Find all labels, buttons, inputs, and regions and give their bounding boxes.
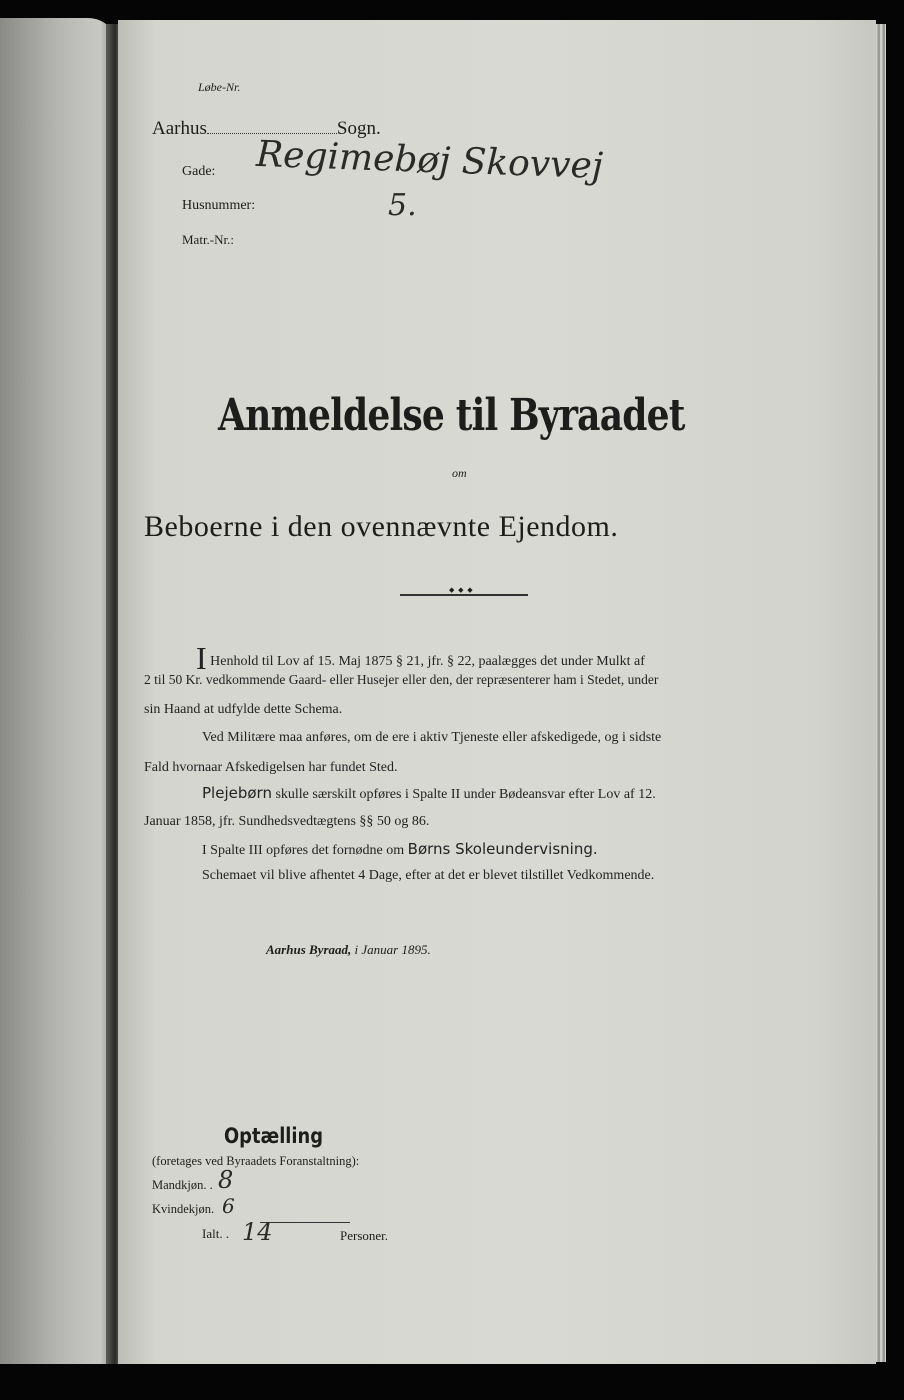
- kvindekjon-row: Kvindekjøn.: [152, 1202, 215, 1216]
- document-page: [118, 20, 876, 1364]
- paragraph-3-line-1: [202, 784, 656, 803]
- p1-line1-text: Henhold til Lov af 15. Maj 1875 § 21, jfr. § 22, paalægges det under Mulkt af: [210, 654, 645, 669]
- sum-rule: [260, 1222, 350, 1223]
- paragraph-1-line-2: 2 til 50 Kr. vedkommende Gaard- eller Husejer eller den, der repræsenterer ham i Stedet, under: [144, 672, 659, 687]
- mandkjon-value: 8: [218, 1166, 234, 1194]
- issuer: Aarhus Byraad,: [266, 942, 352, 957]
- ornament-divider: [400, 594, 528, 596]
- paragraph-2-line-2: Fald hvornaar Afskedigelsen har fundet Sted.: [144, 760, 398, 775]
- gade-value: Regimebøj Skovvej: [255, 133, 604, 188]
- document-subtitle: Beboerne i den ovennævnte Ejendom.: [144, 510, 619, 543]
- ialt-row: Ialt. .: [202, 1226, 230, 1241]
- husnummer-value: 5.: [388, 188, 417, 223]
- lobe-nr-label: Løbe-Nr.: [198, 80, 241, 94]
- kvindekjon-value: 6: [222, 1194, 235, 1218]
- ialt-label: Ialt: [202, 1226, 220, 1241]
- sogn-label: Sogn.: [336, 118, 381, 139]
- husnummer-label: Husnummer:: [182, 198, 256, 213]
- skoleundervisning-emphasis: Børns Skoleundervisning.: [407, 840, 598, 858]
- paragraph-2-line-1: Ved Militære maa anføres, om de ere i aktiv Tjeneste eller afskedigede, og i sidste: [202, 730, 662, 745]
- personer-label: Personer.: [340, 1228, 389, 1243]
- p3-line1-text: skulle særskilt opføres i Spalte II under Bødeansvar efter Lov af 12.: [275, 787, 656, 802]
- signature-line: [266, 942, 431, 958]
- ialt-value: 14: [242, 1218, 273, 1246]
- count-note: (foretages ved Byraadets Foranstaltning):: [152, 1154, 360, 1168]
- paragraph-3-line-2: Januar 1858, jfr. Sundhedsvedtægtens §§ 50 og 86.: [144, 814, 430, 829]
- city-label: Aarhus: [152, 118, 207, 139]
- drop-initial: I: [196, 640, 207, 676]
- paragraph-1-line-3: sin Haand at udfylde dette Schema.: [144, 702, 343, 717]
- paragraph-1-line-1: [196, 642, 645, 674]
- kvindekjon-label: Kvindekjøn: [152, 1202, 212, 1216]
- left-page-edge: [0, 18, 118, 1364]
- mandkjon-row: Mandkjøn. .: [152, 1178, 213, 1192]
- matr-label: Matr.-Nr.:: [182, 232, 234, 247]
- p4-text: I Spalte III opføres det fornødne om: [202, 843, 405, 858]
- paragraph-4: [202, 840, 598, 859]
- title-connector: om: [452, 466, 467, 480]
- gade-label: Gade:: [182, 164, 216, 179]
- mandkjon-label: Mandkjøn: [152, 1178, 204, 1192]
- document-title: Anmeldelse til Byraadet: [218, 390, 685, 441]
- issue-date: i Januar 1895.: [354, 942, 431, 957]
- plejeborn-emphasis: Plejebørn: [202, 784, 272, 802]
- count-heading: Optælling: [224, 1124, 324, 1148]
- paragraph-5: Schemaet vil blive afhentet 4 Dage, efter at det er blevet tilstillet Vedkommende.: [202, 868, 655, 883]
